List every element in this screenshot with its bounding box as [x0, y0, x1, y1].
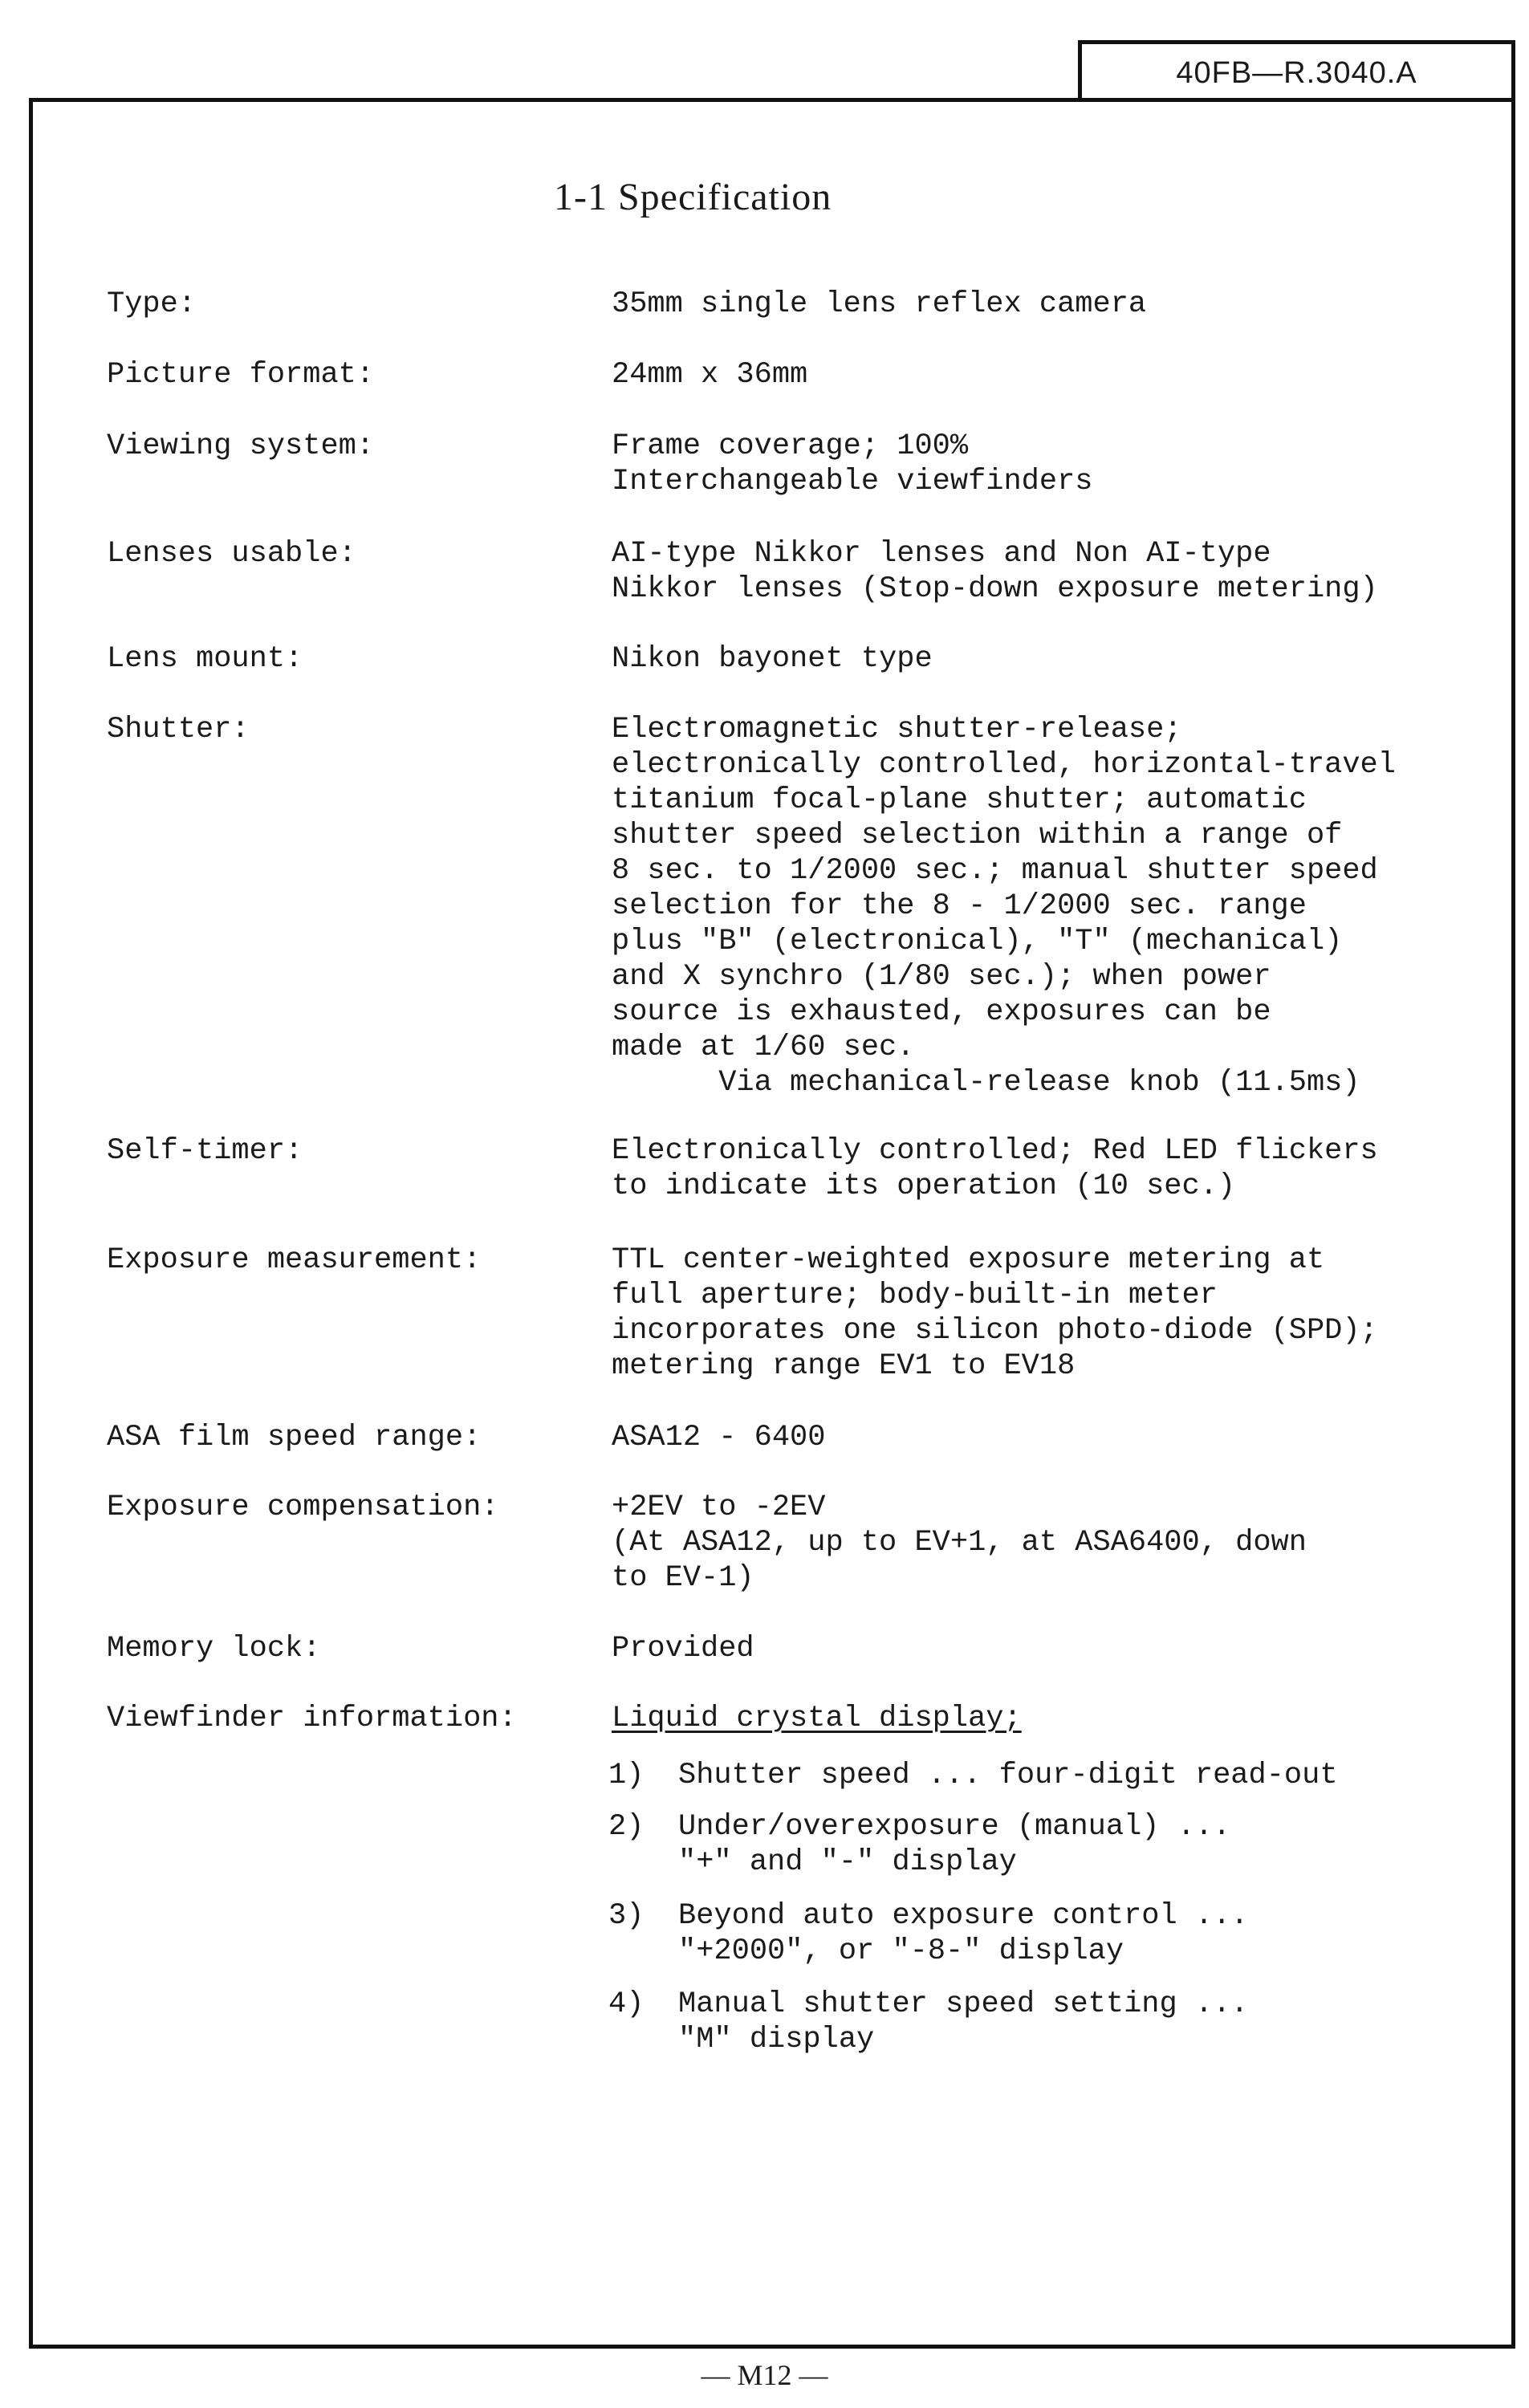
- spec-value: Electromagnetic shutter-release; electronically controlled, horizontal-travel titanium focal-plane shutter; automatic shutter speed selection within a range of 8 sec. to 1/2000 sec.; manual shutter speed selection for the 8 - 1/2000 sec. range plus "B" (electronical), "T" (mechanical) and X synchro (1/80 sec.); when power source is exhausted, exposures can be made at 1/60 sec. Via mechanical-release knob (11.5ms): [612, 713, 1396, 1100]
- spec-label: Viewfinder information:: [107, 1702, 517, 1735]
- spec-label: Viewing system:: [107, 429, 375, 463]
- spec-label: Self-timer:: [107, 1134, 303, 1168]
- spec-value: 35mm single lens reflex camera: [612, 287, 1147, 321]
- spec-value: AI-type Nikkor lenses and Non AI-type Nikkor lenses (Stop-down exposure metering): [612, 537, 1378, 606]
- spec-label: Type:: [107, 287, 197, 321]
- spec-label: Shutter:: [107, 713, 250, 746]
- spec-value: ASA12 - 6400: [612, 1421, 826, 1454]
- section-title: 1-1 Specification: [554, 176, 832, 218]
- spec-label: Exposure measurement:: [107, 1243, 482, 1277]
- list-item-number: 3): [608, 1899, 645, 1933]
- spec-label: Lenses usable:: [107, 537, 356, 571]
- list-item-number: 1): [608, 1759, 645, 1792]
- list-item-number: 2): [608, 1810, 645, 1844]
- spec-value: 24mm x 36mm: [612, 358, 808, 392]
- spec-value: +2EV to -2EV (At ASA12, up to EV+1, at ASA6400, down to EV-1): [612, 1491, 1307, 1595]
- page-number: — M12 —: [701, 2359, 828, 2391]
- spec-value: TTL center-weighted exposure metering at full aperture; body-built-in meter incorporates one silicon photo-diode (SPD); metering range EV1 to EV18: [612, 1243, 1378, 1383]
- spec-label: Picture format:: [107, 358, 375, 392]
- list-item-text: Beyond auto exposure control ... "+2000", or "-8-" display: [678, 1899, 1249, 1968]
- spec-value: Provided: [612, 1632, 754, 1666]
- spec-value: Liquid crystal display;: [612, 1702, 1022, 1735]
- list-item-text: Manual shutter speed setting ... "M" display: [678, 1987, 1249, 2056]
- spec-value: Nikon bayonet type: [612, 642, 933, 676]
- list-item-text: Under/overexposure (manual) ... "+" and "-" display: [678, 1810, 1231, 1879]
- spec-value: Frame coverage; 100% Interchangeable viewfinders: [612, 429, 1093, 498]
- list-item-number: 4): [608, 1987, 645, 2021]
- spec-label: Lens mount:: [107, 642, 303, 676]
- spec-value: Electronically controlled; Red LED flickers to indicate its operation (10 sec.): [612, 1134, 1378, 1203]
- document-number: 40FB—R.3040.A: [1078, 40, 1515, 100]
- list-item-text: Shutter speed ... four-digit read-out: [678, 1759, 1338, 1792]
- spec-label: Exposure compensation:: [107, 1491, 499, 1524]
- spec-label: ASA film speed range:: [107, 1421, 482, 1454]
- spec-label: Memory lock:: [107, 1632, 321, 1666]
